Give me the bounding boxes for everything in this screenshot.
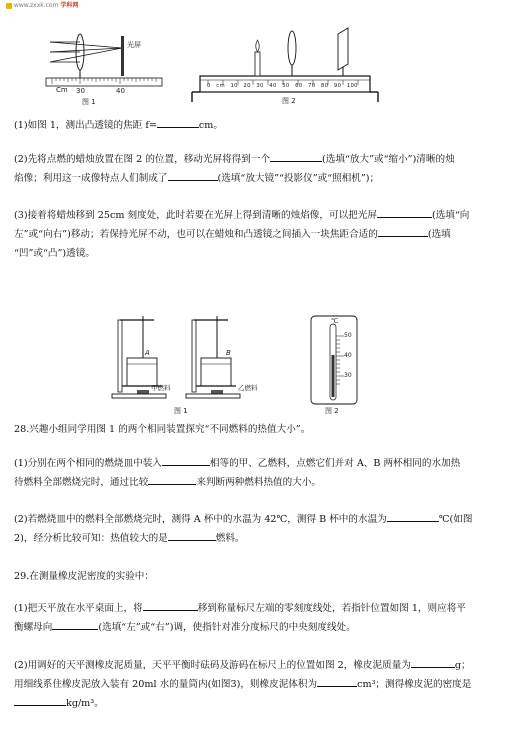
question-3 — [14, 206, 512, 263]
q2-blank-1[interactable] — [270, 151, 322, 162]
q2-line2-a: 焰像；利用这一成像特点人们制成了 — [14, 173, 168, 184]
question-29-title: 29.在测量橡皮泥密度的实验中： — [14, 571, 154, 582]
q28-blank-3[interactable] — [387, 511, 439, 522]
apparatus-label-b: B — [226, 349, 231, 357]
fuel-label-b: 乙燃料 — [238, 384, 258, 392]
q28-p2-c: 2)，经分析比较可知：热值较大的是 — [14, 533, 168, 544]
q29-p1-a: (1)把天平放在水平桌面上，将 — [14, 603, 143, 614]
thermo-tick-40: 40 — [344, 352, 352, 359]
q3-line1-a: (3)接着将蜡烛移到 25cm 刻度处，此时若要在光屏上得到清晰的烛焰像，可以把光屏 — [14, 210, 377, 221]
fig1-lens-focal — [46, 34, 162, 86]
question-2 — [14, 150, 512, 188]
q28-p1-c: 待燃料全部燃烧完时，通过比较 — [14, 477, 149, 488]
q1-text-pre: (1)如图 1，测出凸透镜的焦距 f= — [14, 120, 157, 131]
q28-p1-d: 来判断两种燃料热值的大小。 — [196, 477, 322, 488]
q28-p1-a: (1)分别在两个相同的燃烧皿中装入 — [14, 458, 162, 469]
fig2-caption: 图 2 — [282, 97, 296, 105]
site-brand: 学科网 — [60, 2, 79, 9]
fig1-tick-40: 40 — [116, 87, 125, 95]
q29-p2-e: kg/m³。 — [66, 698, 104, 709]
question-28-title: 28.兴趣小组同学用图 1 的两个相同装置探究“不同燃料的热值大小”。 — [14, 424, 311, 435]
q3-line3: “凹”或“凸”)透镜。 — [14, 248, 95, 259]
q29-p2-c: 用细线系住橡皮泥放入装有 20ml 水的量筒内(如图3)，则橡皮泥体积为 — [14, 679, 318, 690]
q29-blank-4[interactable] — [317, 676, 357, 687]
fig2-optical-bench — [192, 28, 378, 102]
q28-p2-a: (2)若燃烧皿中的燃料全部燃烧完时，测得 A 杯中的水温为 42℃，测得 B 杯中的水温为 — [14, 514, 387, 525]
q29-p2-b: g； — [454, 660, 471, 671]
q29-blank-5[interactable] — [14, 695, 66, 706]
thermometer-figure — [311, 316, 357, 404]
apparatus-label-a: A — [145, 349, 150, 357]
q3-blank-1[interactable] — [377, 207, 432, 218]
fig1-screen-label: 光屏 — [127, 41, 141, 49]
q29-p1-c: 衡螺母向 — [14, 622, 53, 633]
fig2-scale-labels: 0 cm 10 20 30 40 50 60 70 80 90 100 — [207, 83, 358, 89]
q3-blank-2[interactable] — [378, 226, 428, 237]
q29-p2-a: (2)用调好的天平测橡皮泥质量，天平平衡时砝码及游码在标尺上的位置如图 2，橡皮泥质量为 — [14, 660, 411, 671]
q3-line2-a: 左”或“向右”)移动；若保持光屏不动，也可以在蜡烛和凸透镜之间插入一块焦距合适的 — [14, 229, 378, 240]
q28-blank-4[interactable] — [168, 530, 216, 541]
q29-p1-b: 移到称量标尺左端的零刻度线处，若指针位置如图 1，则应将平 — [197, 603, 466, 614]
q29-blank-3[interactable] — [411, 657, 455, 668]
question-28-part-2 — [14, 510, 512, 548]
fig1-tick-30: 30 — [76, 87, 85, 95]
fuel-label-a: 甲燃料 — [151, 384, 171, 392]
q2-line2-b: (选填“放大镜”“投影仪”或“照相机”)； — [217, 173, 380, 184]
question-1 — [14, 116, 512, 135]
q1-answer-blank[interactable] — [157, 117, 199, 128]
mid-fig2-caption: 图 2 — [325, 407, 339, 415]
q28-p2-d: 燃料。 — [215, 533, 245, 544]
apparatus-b — [186, 316, 240, 398]
thermo-tick-50: 50 — [344, 332, 352, 339]
q29-p2-d: cm³；测得橡皮泥的密度是 — [357, 679, 472, 690]
q29-p1-d: (选填“左”或“右”)调，使指针对准分度标尺的中央刻度线处。 — [98, 622, 356, 633]
thermo-unit: ℃ — [331, 317, 339, 325]
q29-blank-2[interactable] — [52, 619, 98, 630]
q3-line1-b: (选填“向 — [431, 210, 470, 221]
figure-lens-setup — [0, 0, 527, 112]
q28-blank-1[interactable] — [162, 455, 210, 466]
question-29-part-1 — [14, 599, 512, 637]
fig1-unit-label: Cm — [56, 86, 68, 94]
q29-blank-1[interactable] — [143, 600, 198, 611]
thermo-tick-30: 30 — [344, 372, 352, 379]
q2-blank-2[interactable] — [168, 170, 218, 181]
mid-fig1-caption: 图 1 — [174, 407, 188, 415]
site-url: www.zxxk.com — [13, 2, 59, 9]
question-28-part-1 — [14, 454, 512, 492]
figure-heating-apparatus — [0, 310, 527, 420]
q28-p2-b: ℃(如图 — [438, 514, 473, 525]
q28-p1-b: 相等的甲、乙燃料，点燃它们并对 A、B 两杯相同的水加热 — [209, 458, 461, 469]
fig1-caption: 图 1 — [82, 98, 96, 106]
q2-line1-a: (2)先将点燃的蜡烛放置在图 2 的位置，移动光屏将得到一个 — [14, 154, 271, 165]
q28-blank-2[interactable] — [148, 474, 196, 485]
q3-line2-b: (选填 — [427, 229, 451, 240]
q2-line1-b: (选填“放大”或“缩小”)清晰的烛 — [322, 154, 455, 165]
q1-text-post: cm。 — [198, 120, 223, 131]
question-29-part-2 — [14, 656, 512, 713]
